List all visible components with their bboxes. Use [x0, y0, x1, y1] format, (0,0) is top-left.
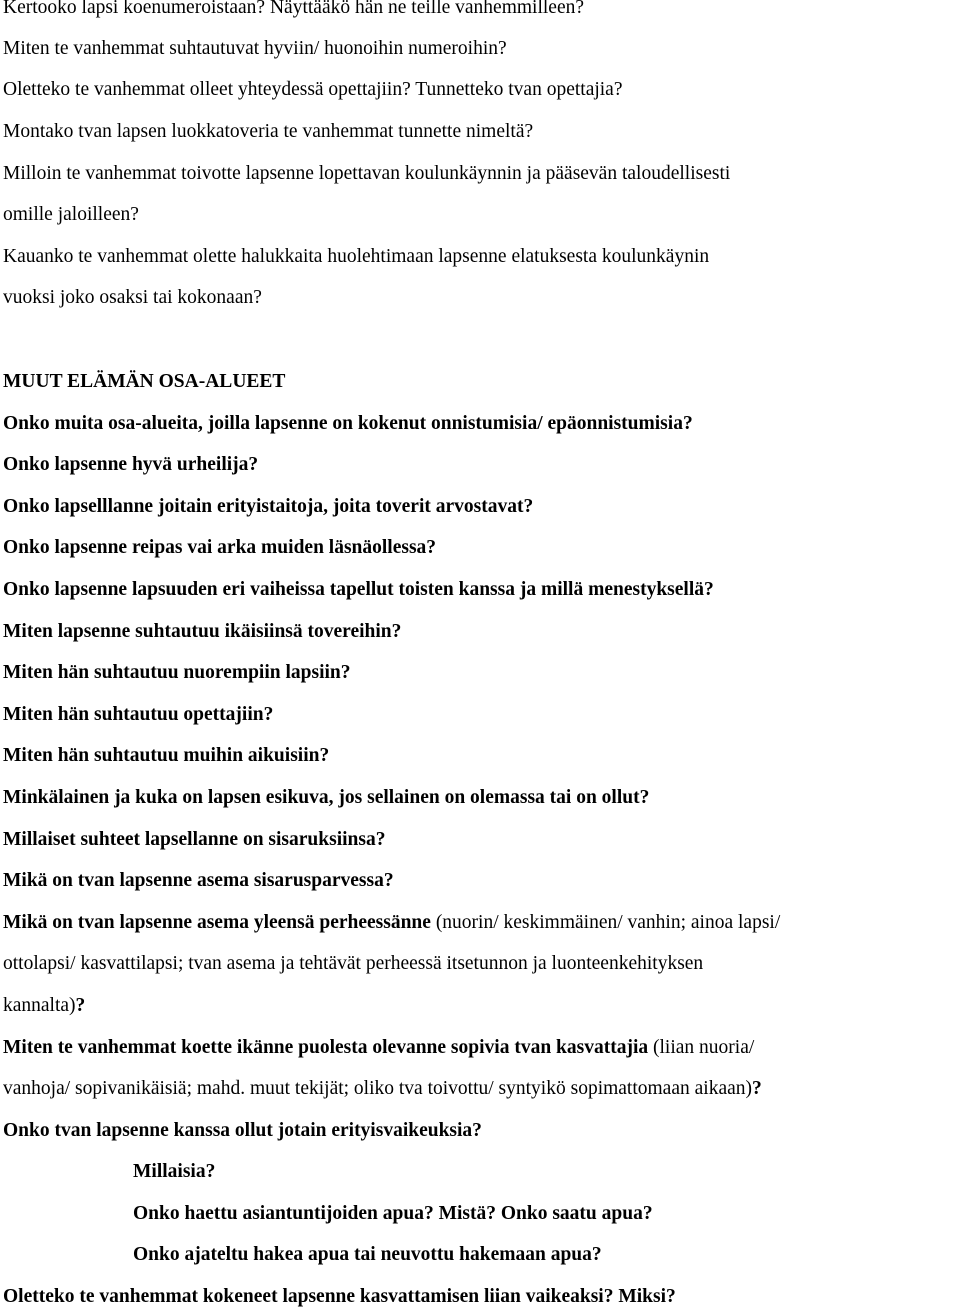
question-line: Mikä on tvan lapsenne asema sisarusparvessa?	[3, 870, 394, 891]
question-mark: ?	[75, 995, 86, 1016]
question-line	[3, 1077, 762, 1101]
question-mark: ?	[752, 1078, 762, 1099]
question-note: kannalta)	[3, 995, 76, 1016]
question-line: Montako tvan lapsen luokkatoveria te vanhemmat tunnette nimeltä?	[3, 121, 534, 142]
question-note: (liian nuoria/	[648, 1037, 755, 1058]
question-line	[3, 911, 780, 935]
question-line: vuoksi joko osaksi tai kokonaan?	[3, 287, 262, 308]
question-line: omille jaloilleen?	[3, 204, 139, 225]
question-line: Miten hän suhtautuu nuorempiin lapsiin?	[3, 662, 351, 683]
question-line: Kertooko lapsi koenumeroistaan? Näyttääkö hän ne teille vanhemmilleen?	[3, 0, 585, 18]
question-bold-part: Miten te vanhemmat koette ikänne puolesta olevanne sopivia tvan kasvattajia	[3, 1037, 649, 1058]
question-line: Miten hän suhtautuu opettajiin?	[3, 704, 274, 725]
question-note: vanhoja/ sopivanikäisiä; mahd. muut tekijät; oliko tva toivottu/ syntyikö sopimattomaan aikaan)	[3, 1078, 752, 1099]
question-line: Onko tvan lapsenne kanssa ollut jotain erityisvaikeuksia?	[3, 1120, 482, 1141]
question-line: Oletteko te vanhemmat olleet yhteydessä opettajiin? Tunnetteko tvan opettajia?	[3, 79, 623, 100]
question-line	[3, 1036, 754, 1060]
question-line	[3, 994, 85, 1018]
question-note: (nuorin/ keskimmäinen/ vanhin; ainoa lapsi/	[430, 912, 781, 933]
sub-question-line: Onko ajateltu hakea apua tai neuvottu hakemaan apua?	[133, 1244, 602, 1265]
sub-question-line: Millaisia?	[133, 1161, 216, 1182]
question-line: Miten hän suhtautuu muihin aikuisiin?	[3, 745, 330, 766]
question-line: Minkälainen ja kuka on lapsen esikuva, jos sellainen on olemassa tai on ollut?	[3, 787, 650, 808]
question-line: Oletteko te vanhemmat kokeneet lapsenne kasvattamisen liian vaikeaksi? Miksi?	[3, 1286, 676, 1307]
section-heading: MUUT ELÄMÄN OSA-ALUEET	[3, 371, 286, 392]
question-line: Miten te vanhemmat suhtautuvat hyviin/ huonoihin numeroihin?	[3, 38, 507, 59]
question-line: ottolapsi/ kasvattilapsi; tvan asema ja tehtävät perheessä itsetunnon ja luonteenkehityksen	[3, 953, 704, 974]
question-line: Onko lapsenne hyvä urheilija?	[3, 454, 259, 475]
sub-question-line: Onko haettu asiantuntijoiden apua? Mistä? Onko saatu apua?	[133, 1203, 653, 1224]
question-bold-part: Mikä on tvan lapsenne asema yleensä perheessänne	[3, 912, 431, 933]
question-line: Onko lapselllanne joitain erityistaitoja, joita toverit arvostavat?	[3, 496, 534, 517]
question-line: Miten lapsenne suhtautuu ikäisiinsä tovereihin?	[3, 621, 402, 642]
question-line: Onko lapsenne reipas vai arka muiden läsnäollessa?	[3, 537, 437, 558]
question-line: Onko lapsenne lapsuuden eri vaiheissa tapellut toisten kanssa ja millä menestyksellä?	[3, 579, 714, 600]
question-line: Millaiset suhteet lapsellanne on sisaruksiinsa?	[3, 829, 386, 850]
question-line: Kauanko te vanhemmat olette halukkaita huolehtimaan lapsenne elatuksesta koulunkäynin	[3, 246, 710, 267]
question-line: Milloin te vanhemmat toivotte lapsenne lopettavan koulunkäynnin ja pääsevän taloudellisesti	[3, 163, 731, 184]
question-line: Onko muita osa-alueita, joilla lapsenne on kokenut onnistumisia/ epäonnistumisia?	[3, 413, 693, 434]
